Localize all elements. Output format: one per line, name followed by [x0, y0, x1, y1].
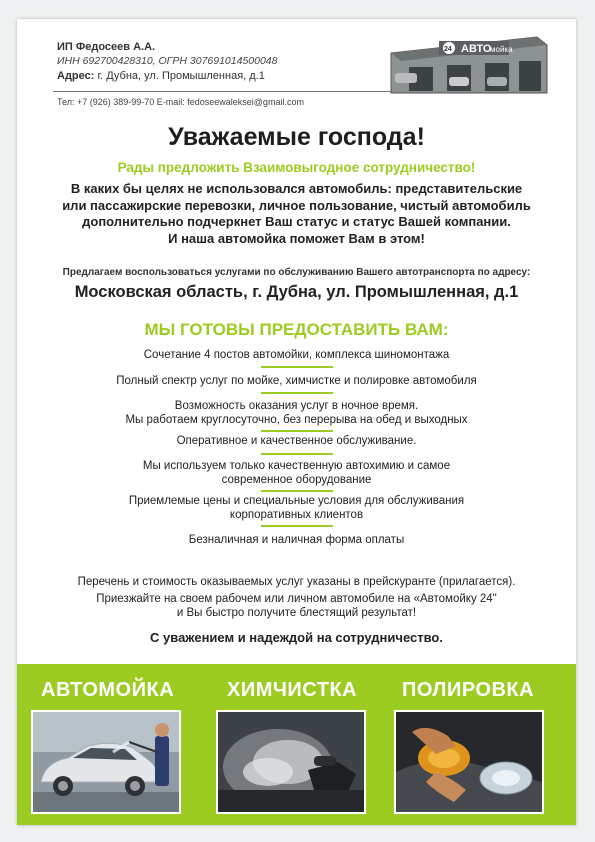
- service-line: Мы работаем круглосуточно, без перерыва на обед и выходных: [125, 414, 468, 426]
- service-item: [57, 399, 536, 427]
- service-separator: [261, 490, 333, 492]
- car-wash-photo: [31, 710, 181, 814]
- visit-note: [17, 592, 576, 620]
- offer-title: МЫ ГОТОВЫ ПРЕДОСТАВИТЬ ВАМ:: [144, 320, 449, 339]
- service-line: Полный спектр услуг по мойке, химчистке и полировке автомобиля: [116, 375, 477, 387]
- intro-line: или пассажирские перевозки, личное пользование, чистый автомобиль: [62, 197, 531, 213]
- banner-label-car-wash: АВТОМОЙКА: [41, 679, 175, 701]
- banner-label-polishing: ПОЛИРОВКА: [402, 679, 535, 701]
- service-separator: [261, 366, 333, 368]
- service-line: корпоративных клиентов: [229, 509, 364, 521]
- service-line: Оперативное и качественное обслуживание.: [176, 435, 417, 447]
- service-separator: [261, 525, 333, 527]
- service-separator: [261, 430, 333, 432]
- intro-line: И наша автомойка поможет Вам в этом!: [168, 230, 425, 246]
- logo-number: 24: [444, 46, 452, 53]
- company-name: ИП Федосеев А.А.: [57, 41, 156, 53]
- service-separator: [261, 392, 333, 394]
- address-value: г. Дубна, ул. Промышленная, д.1: [94, 70, 265, 82]
- company-address: [57, 70, 337, 82]
- polishing-photo: [394, 710, 544, 814]
- logo-brand-bold: АВТО: [461, 43, 492, 55]
- page-title: Уважаемые господа!: [168, 123, 425, 151]
- service-line: современное оборудование: [221, 474, 372, 486]
- service-item: [57, 348, 536, 362]
- service-line: Мы используем только качественную автохимию и самое: [142, 460, 451, 472]
- pricelist-note: Перечень и стоимость оказываемых услуг указаны в прейскуранте (прилагается).: [77, 576, 516, 588]
- intro-line: дополнительно подчеркнет Ваш статус и статус Вашей компании.: [82, 214, 511, 229]
- dry-cleaning-photo: [216, 710, 366, 814]
- invite-text: Предлагаем воспользоваться услугами по обслуживанию Вашего автотранспорта по адресу:: [62, 267, 531, 278]
- page-subtitle: Рады предложить Взаимовыгодное сотрудничество!: [117, 160, 476, 175]
- company-registration: ИНН 692700428310, ОГРН 307691014500048: [57, 55, 278, 67]
- service-line: Сочетание 4 постов автомойки, комплекса шиномонтажа: [143, 349, 450, 361]
- service-line: Безналичная и наличная форма оплаты: [188, 534, 405, 546]
- address-label: Адрес:: [57, 70, 95, 82]
- service-line: Приемлемые цены и специальные условия для обслуживания: [128, 495, 465, 507]
- services-banner: [17, 664, 576, 825]
- service-item: [57, 494, 536, 522]
- header-divider: [53, 91, 403, 92]
- closing-regards: С уважением и надеждой на сотрудничество.: [150, 630, 443, 645]
- service-item: [57, 434, 536, 448]
- intro-paragraph: [47, 181, 546, 247]
- service-item: [57, 374, 536, 388]
- service-item: [57, 459, 536, 487]
- intro-line: В каких бы целях не использовался автомобиль: представительские: [70, 181, 523, 196]
- car-wash-logo: [387, 31, 552, 97]
- service-item: [57, 533, 536, 547]
- visit-line: и Вы быстро получите блестящий результат!: [176, 607, 417, 619]
- banner-label-dry-cleaning: ХИМЧИСТКА: [227, 679, 358, 701]
- service-separator: [261, 453, 333, 455]
- company-contact: Тел: +7 (926) 389-99-70 E-mail: fedoseewaleksei@gmail.com: [57, 97, 304, 107]
- service-line: Возможность оказания услуг в ночное время.: [174, 400, 419, 412]
- logo-brand-light: мойка: [490, 45, 513, 54]
- service-address: Московская область, г. Дубна, ул. Промышленная, д.1: [74, 283, 519, 301]
- company-header: [57, 41, 337, 107]
- car-wash-building-icon: [387, 31, 552, 97]
- flyer-sheet: [17, 19, 576, 825]
- visit-line: Приезжайте на своем рабочем или личном автомобиле на «Автомойку 24": [96, 593, 497, 605]
